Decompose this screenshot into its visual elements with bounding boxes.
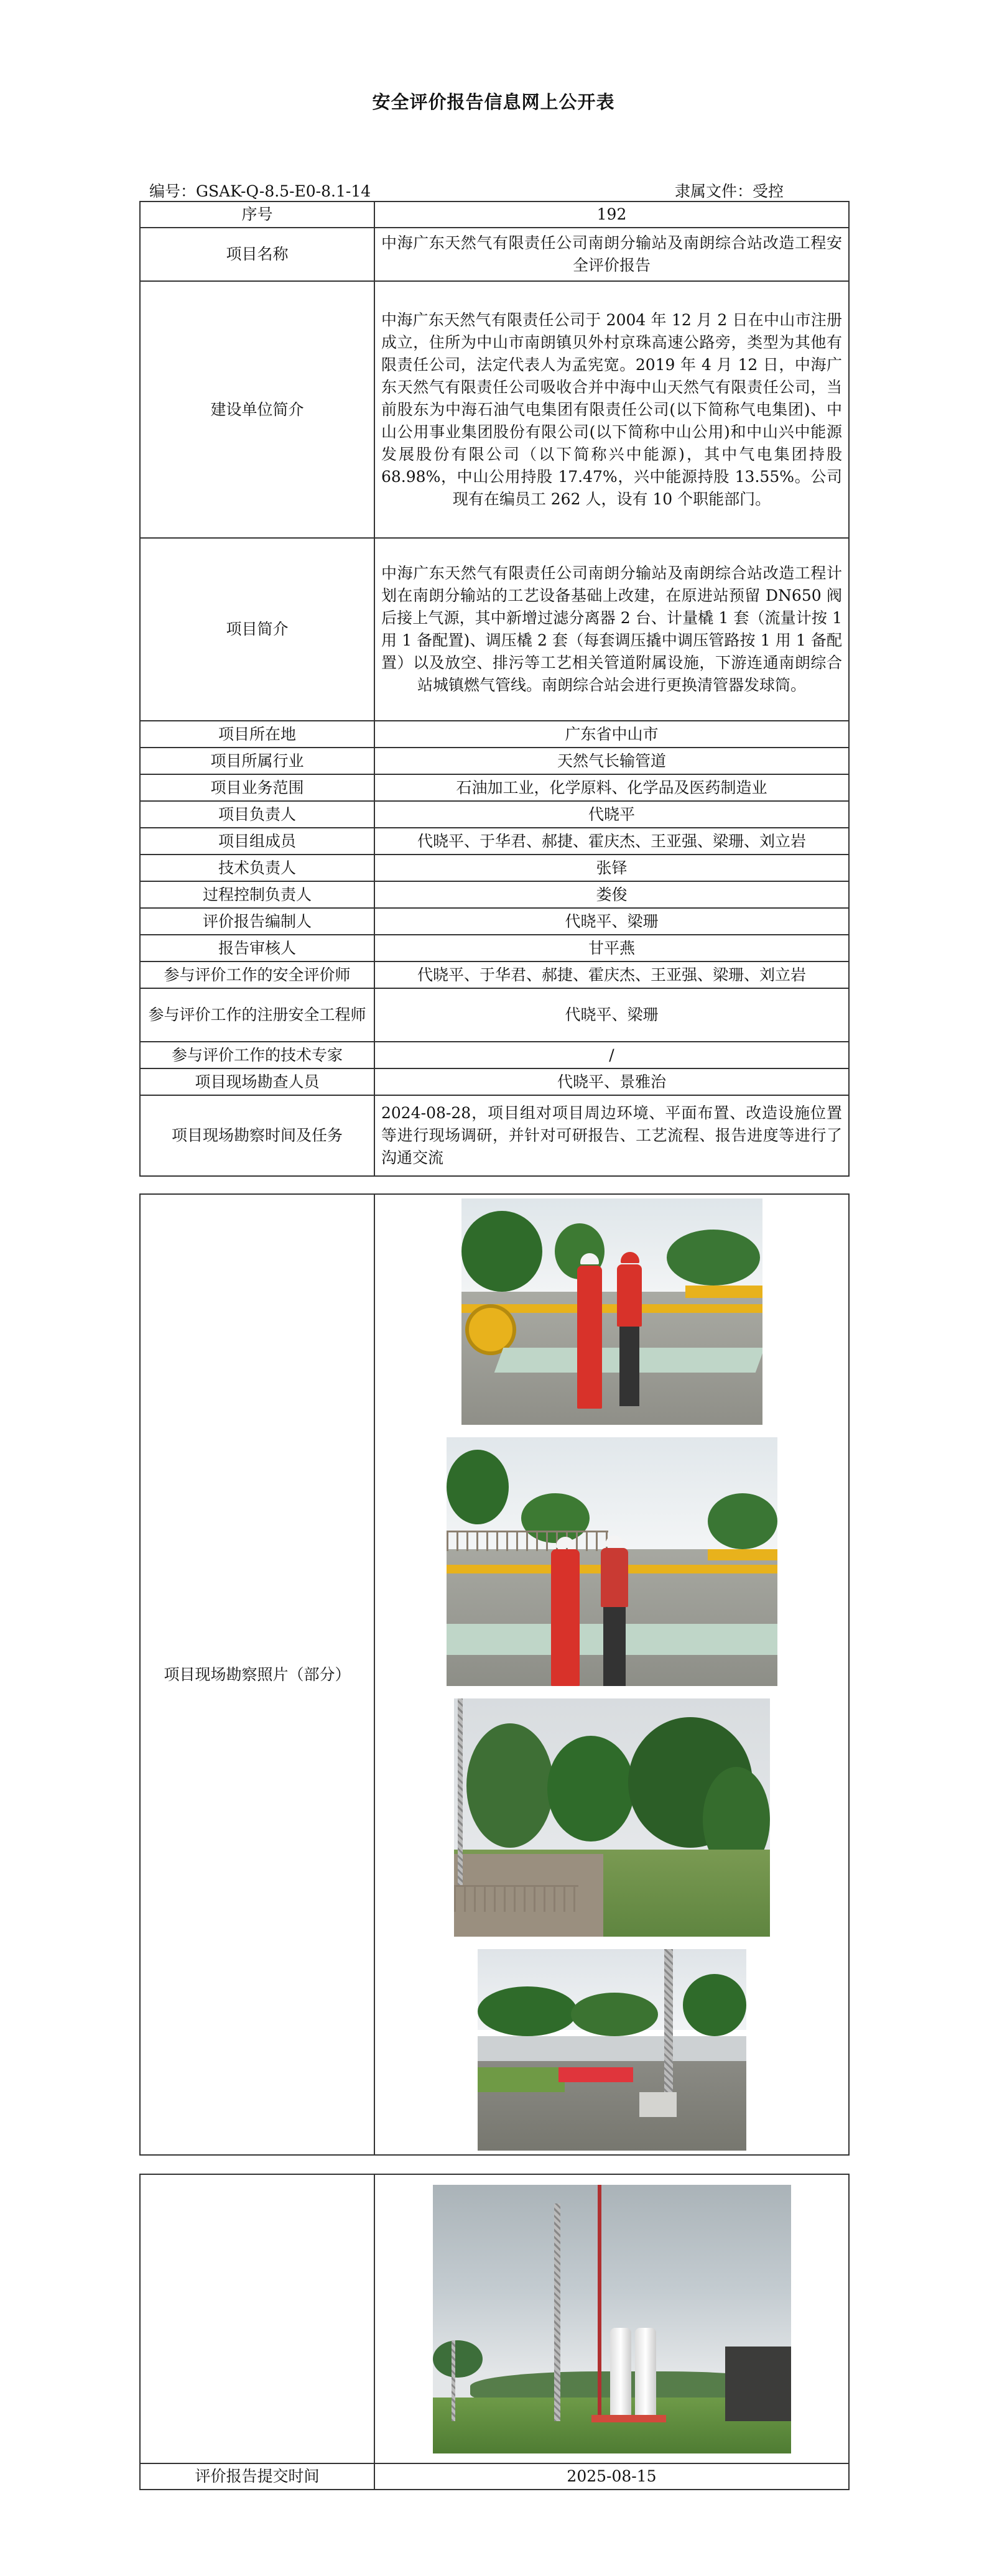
table-row [140, 281, 849, 538]
site-photo-5 [433, 2185, 791, 2453]
row-value: 2025-08-15 [374, 2463, 849, 2490]
row-value: 2024-08-28，项目组对项目周边环境、平面布置、改造设施位置等进行现场调研，并针对可研报告、工艺流程、报告进度等进行了沟通交流 [374, 1095, 849, 1176]
row-label: 项目现场勘察时间及任务 [140, 1095, 374, 1176]
table-row [140, 935, 849, 961]
row-value: 代晓平、于华君、郝捷、霍庆杰、王亚强、梁珊、刘立岩 [374, 961, 849, 988]
table-row [140, 961, 849, 988]
row-label: 序号 [140, 202, 374, 228]
row-value: 192 [374, 202, 849, 228]
row-label: 项目现场勘查人员 [140, 1068, 374, 1095]
row-label: 项目组成员 [140, 828, 374, 855]
table-row [140, 828, 849, 855]
row-label: 项目负责人 [140, 801, 374, 828]
row-value: 甘平燕 [374, 935, 849, 961]
table-row [140, 774, 849, 801]
row-value: / [374, 1042, 849, 1068]
row-label: 评价报告编制人 [140, 908, 374, 935]
row-label: 技术负责人 [140, 855, 374, 881]
site-photo-1 [461, 1198, 762, 1425]
row-value: 天然气长输管道 [374, 748, 849, 774]
row-label: 参与评价工作的技术专家 [140, 1042, 374, 1068]
table-row [140, 855, 849, 881]
photo-cell [374, 2174, 849, 2463]
row-label: 评价报告提交时间 [140, 2463, 374, 2490]
photos-label: 项目现场勘察照片（部分） [140, 1194, 374, 2155]
table-row [140, 1068, 849, 1095]
row-value: 中海广东天然气有限责任公司南朗分输站及南朗综合站改造工程计划在南朗分输站的工艺设备基础上改建，在原进站预留 DN650 阀后接上气源，其中新增过滤分离器 2 台、计量橇 1 套（流量计按 1 用 1 备配置)、调压橇 2 套（每套调压撬中调压管路按 1 用 1 备配置）以及放空、排污等工艺相关管道附属设施，下游连通南朗综合站城镇燃气管线。南朗综合站会进行更换清管器发球筒。 [374, 538, 849, 721]
site-photo-3 [454, 1698, 770, 1937]
table-row [140, 2463, 849, 2490]
row-value: 张铎 [374, 855, 849, 881]
photo-table [139, 1193, 850, 2156]
table-row [140, 1194, 849, 2155]
row-value: 代晓平、梁珊 [374, 988, 849, 1042]
table-row [140, 2174, 849, 2463]
row-value: 广东省中山市 [374, 721, 849, 748]
row-label: 项目简介 [140, 538, 374, 721]
row-label: 项目名称 [140, 228, 374, 281]
table-row [140, 908, 849, 935]
doc-class: 隶属文件：受控 [675, 182, 784, 200]
table-row [140, 881, 849, 908]
row-label: 参与评价工作的安全评价师 [140, 961, 374, 988]
row-value: 娄俊 [374, 881, 849, 908]
row-value: 中海广东天然气有限责任公司南朗分输站及南朗综合站改造工程安全评价报告 [374, 228, 849, 281]
table-row [140, 228, 849, 281]
table-row [140, 748, 849, 774]
table-row [140, 202, 849, 228]
row-value: 代晓平、于华君、郝捷、霍庆杰、王亚强、梁珊、刘立岩 [374, 828, 849, 855]
row-label: 报告审核人 [140, 935, 374, 961]
row-value: 中海广东天然气有限责任公司于 2004 年 12 月 2 日在中山市注册成立，住所为中山市南朗镇贝外村京珠高速公路旁，类型为其他有限责任公司，法定代表人为孟宪宽。2019 年 4 月 12 日，中海广东天然气有限责任公司吸收合并中海中山天然气有限责任公司，当前股东为中海石油气电集团有限责任公司(以下简称气电集团)、中山公用事业集团股份有限公司(以下简称中山公用)和中山兴中能源发展股份有限公司（以下简称兴中能源)，其中气电集团持股 68.98%，中山公用持股 17.47%，兴中能源持股 13.55%。公司现有在编员工 262 人，设有 10 个职能部门。 [374, 281, 849, 538]
row-value: 石油加工业，化学原料、化学品及医药制造业 [374, 774, 849, 801]
table-row [140, 538, 849, 721]
row-label: 项目所属行业 [140, 748, 374, 774]
row-label: 参与评价工作的注册安全工程师 [140, 988, 374, 1042]
row-value: 代晓平 [374, 801, 849, 828]
row-value: 代晓平、梁珊 [374, 908, 849, 935]
site-photo-4 [478, 1949, 746, 2151]
info-table [139, 201, 850, 1177]
row-label: 过程控制负责人 [140, 881, 374, 908]
photo-cell [374, 1194, 849, 2155]
table-row [140, 801, 849, 828]
row-value: 代晓平、景雅治 [374, 1068, 849, 1095]
page-title: 安全评价报告信息网上公开表 [372, 91, 615, 113]
table-row [140, 1095, 849, 1176]
site-photo-2 [447, 1437, 777, 1686]
table-row [140, 721, 849, 748]
row-label: 建设单位简介 [140, 281, 374, 538]
row-label: 项目业务范围 [140, 774, 374, 801]
doc-number: 编号：GSAK-Q-8.5-E0-8.1-14 [149, 182, 371, 200]
submit-table [139, 2174, 850, 2490]
table-row [140, 1042, 849, 1068]
table-row [140, 988, 849, 1042]
row-label: 项目所在地 [140, 721, 374, 748]
